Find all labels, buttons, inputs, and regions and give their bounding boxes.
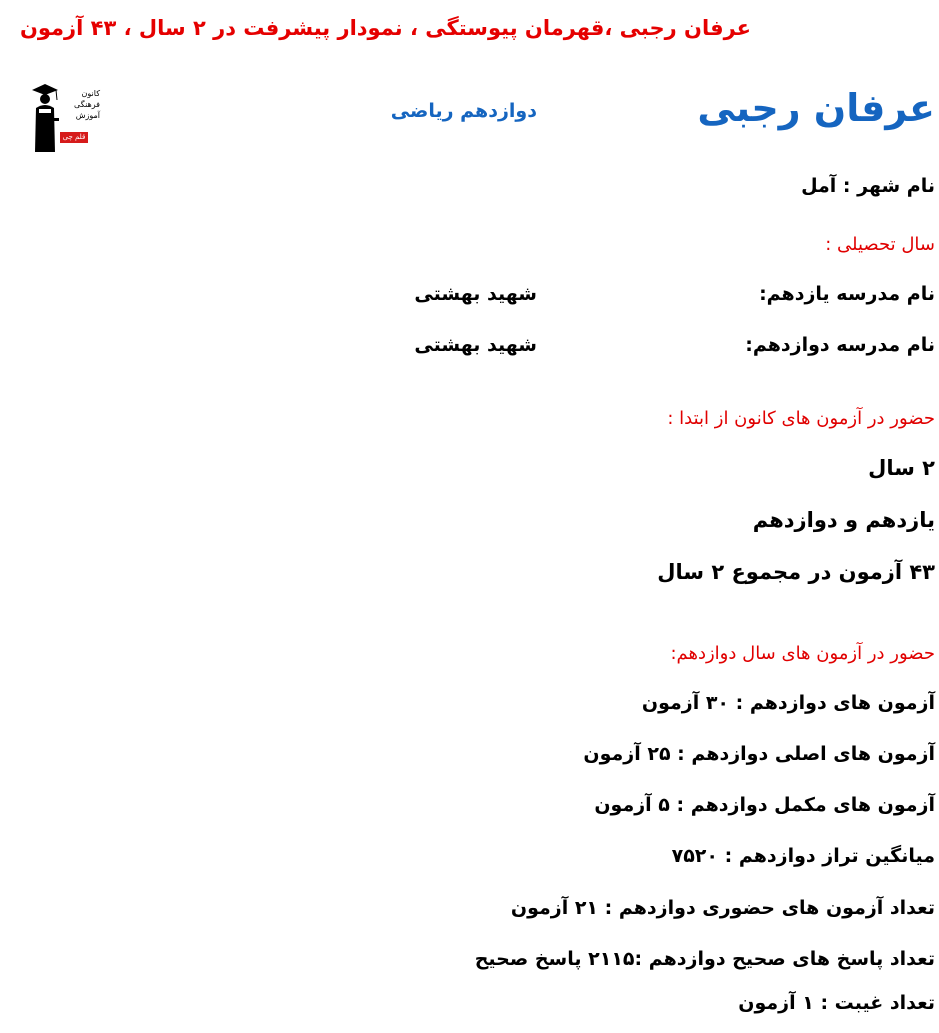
school-year-label: سال تحصیلی :: [825, 234, 935, 255]
twelfth-in-person-exams: تعداد آزمون های حضوری دوازدهم : ۲۱ آزمون: [510, 897, 935, 919]
logo-line-2: فرهنگی: [74, 100, 100, 109]
city: نام شهر : آمل: [801, 175, 935, 197]
twelfth-supplementary-exams: آزمون های مکمل دوازدهم : ۵ آزمون: [594, 794, 935, 816]
attendance-grades: یازدهم و دوازدهم: [752, 508, 935, 532]
twelfth-school-value: شهید بهشتی: [414, 334, 537, 356]
kanoon-logo: [30, 78, 98, 156]
twelfth-average-taraz: میانگین تراز دوازدهم : ۷۵۲۰: [671, 845, 935, 867]
attendance-total: ۴۳ آزمون در مجموع ۲ سال: [657, 560, 935, 584]
twelfth-main-exams: آزمون های اصلی دوازدهم : ۲۵ آزمون: [583, 743, 935, 765]
student-name: عرفان رجبی: [697, 86, 935, 130]
logo-line-3: آموزش: [75, 111, 100, 120]
twelfth-correct-answers: تعداد پاسخ های صحیح دوازدهم :۲۱۱۵ پاسخ صحیح: [474, 948, 935, 970]
eleventh-school-value: شهید بهشتی: [414, 283, 537, 305]
twelfth-exams: آزمون های دوازدهم : ۳۰ آزمون: [641, 692, 935, 714]
eleventh-school-label: نام مدرسه یازدهم:: [759, 283, 935, 305]
twelfth-attendance-title: حضور در آزمون های سال دوازدهم:: [670, 643, 935, 664]
student-grade: دوازدهم ریاضی: [390, 100, 537, 122]
twelfth-absences: تعداد غیبت : ۱ آزمون: [738, 992, 935, 1014]
logo-line-1: کانون: [81, 89, 100, 98]
attendance-title: حضور در آزمون های کانون از ابتدا :: [667, 408, 935, 429]
attendance-years: ۲ سال: [868, 456, 935, 480]
page-heading: عرفان رجبی ،قهرمان پیوستگی ، نمودار پیشرفت در ۲ سال ، ۴۳ آزمون: [19, 16, 751, 40]
logo-badge: قلم چی: [60, 132, 88, 143]
twelfth-school-label: نام مدرسه دوازدهم:: [745, 334, 935, 356]
graduate-icon: [30, 78, 60, 156]
